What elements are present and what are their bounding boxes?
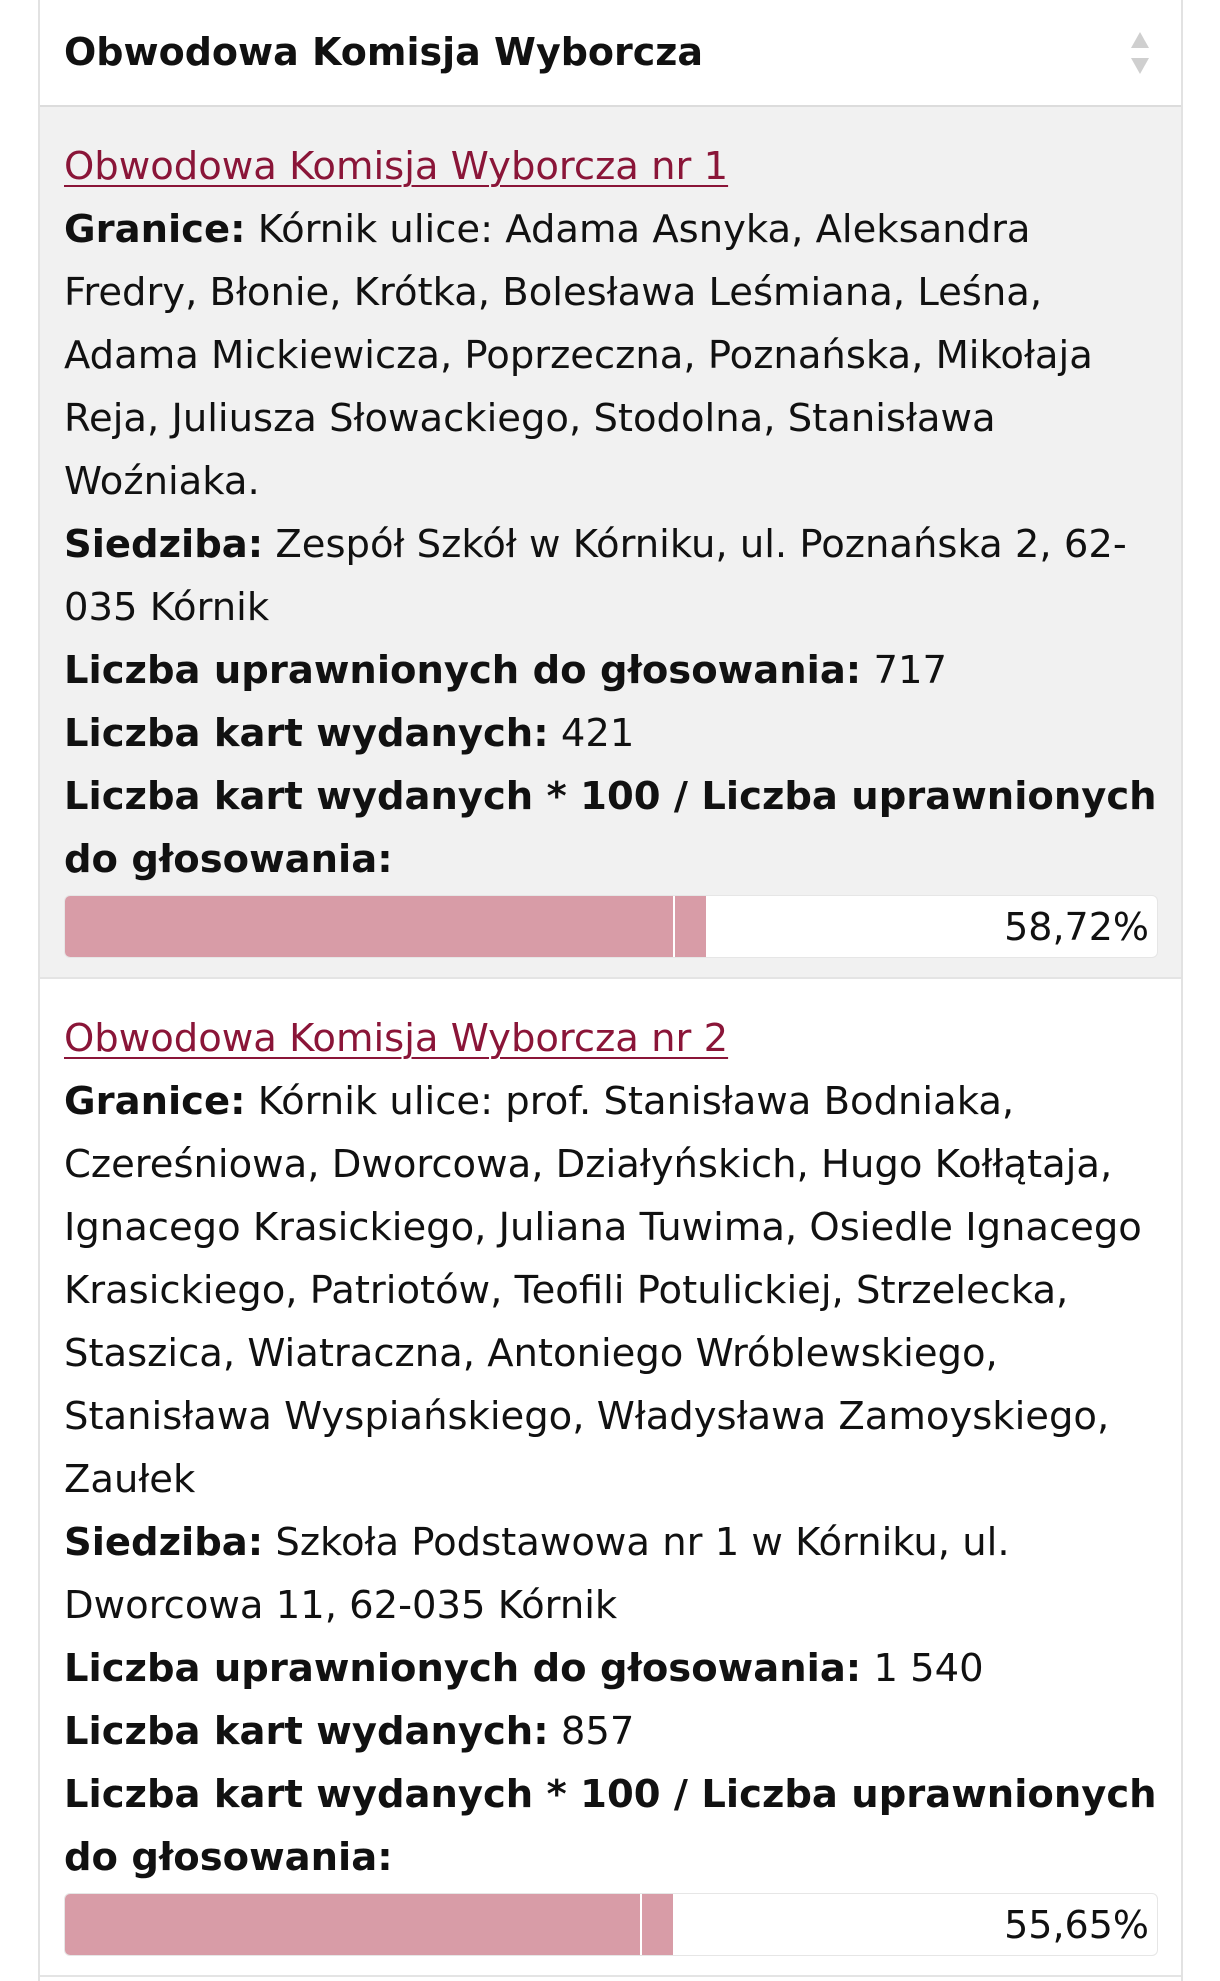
table-row — [40, 107, 1181, 979]
karty-field — [64, 702, 1157, 765]
siedziba-value: Zespół Szkół w Kórniku, ul. Poznańska 2, 62-035 Kórnik — [64, 522, 1127, 630]
uprawnieni-value: 717 — [873, 648, 947, 693]
commission-link[interactable]: Obwodowa Komisja Wyborcza nr 1 — [64, 144, 729, 189]
turnout-progress-fill — [65, 896, 706, 957]
siedziba-label: Siedziba: — [64, 1520, 264, 1565]
karty-field — [64, 1700, 1157, 1763]
commission-link[interactable]: Obwodowa Komisja Wyborcza nr 2 — [64, 1016, 729, 1061]
karty-label: Liczba kart wydanych: — [64, 1709, 549, 1754]
uprawnieni-label: Liczba uprawnionych do głosowania: — [64, 648, 862, 693]
results-table — [38, 0, 1183, 1981]
uprawnieni-label: Liczba uprawnionych do głosowania: — [64, 1646, 862, 1691]
siedziba-label: Siedziba: — [64, 522, 264, 567]
uprawnieni-field — [64, 639, 1157, 702]
turnout-progress-bar — [64, 1893, 1158, 1956]
frekwencja-label: Liczba kart wydanych * 100 / Liczba uprawnionych do głosowania: — [64, 1772, 1157, 1880]
siedziba-field — [64, 513, 1157, 639]
table-row — [40, 979, 1181, 1977]
column-header-title: Obwodowa Komisja Wyborcza — [64, 30, 704, 74]
granice-value: Kórnik ulice: Adama Asnyka, Aleksandra Fredry, Błonie, Krótka, Bolesława Leśmiana, Leśna, Adama Mickiewicza, Poprzeczna, Poznańska, Mikołaja Reja, Juliusza Słowackiego, Stodolna, Stanisława Woźniaka. — [64, 207, 1093, 504]
granice-label: Granice: — [64, 1079, 246, 1124]
uprawnieni-field — [64, 1637, 1157, 1700]
uprawnieni-value: 1 540 — [873, 1646, 984, 1691]
siedziba-value: Szkoła Podstawowa nr 1 w Kórniku, ul. Dworcowa 11, 62-035 Kórnik — [64, 1520, 1010, 1628]
karty-value: 421 — [560, 711, 635, 756]
granice-field — [64, 1070, 1157, 1511]
granice-label: Granice: — [64, 207, 246, 252]
granice-field — [64, 198, 1157, 513]
granice-value: Kórnik ulice: prof. Stanisława Bodniaka, Czereśniowa, Dworcowa, Działyńskich, Hugo Kołłątaja, Ignacego Krasickiego, Juliana Tuwima, Osiedle Ignacego Krasickiego, Patriotów, Teofili Potulickiej, Strzelecka, Staszica, Wiatraczna, Antoniego Wróblewskiego, Stanisława Wyspiańskiego, Władysława Zamoyskiego, Zaułek — [64, 1079, 1142, 1502]
column-header[interactable] — [40, 0, 1181, 107]
turnout-progress-fill — [65, 1894, 673, 1955]
karty-value: 857 — [560, 1709, 635, 1754]
frekwencja-label: Liczba kart wydanych * 100 / Liczba uprawnionych do głosowania: — [64, 774, 1157, 882]
sort-up-down-icon[interactable] — [1129, 30, 1151, 78]
turnout-percent: 58,72% — [1004, 905, 1149, 949]
turnout-progress-bar — [64, 895, 1158, 958]
turnout-percent: 55,65% — [1004, 1903, 1149, 1947]
karty-label: Liczba kart wydanych: — [64, 711, 549, 756]
siedziba-field — [64, 1511, 1157, 1637]
